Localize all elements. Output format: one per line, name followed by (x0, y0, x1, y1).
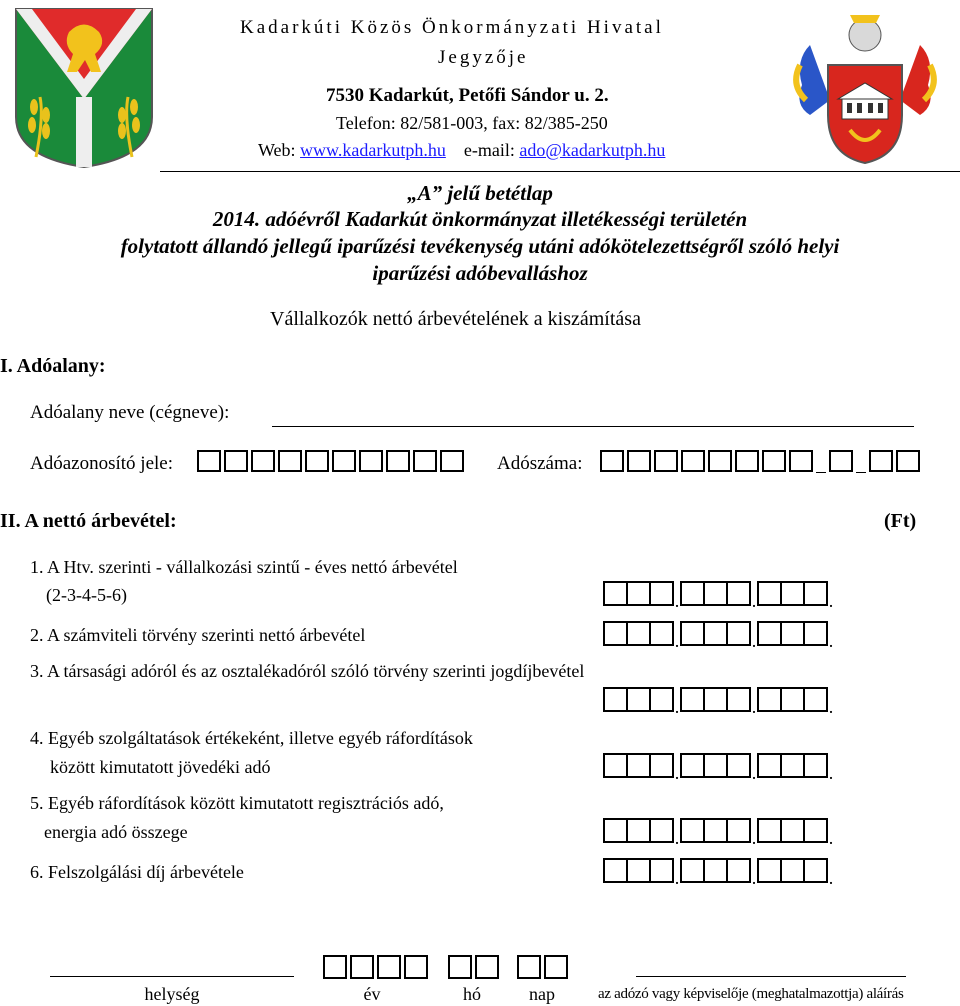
item-4-amount[interactable]: . . . (603, 753, 834, 778)
tax-number-box[interactable] (708, 450, 732, 472)
tax-number-box[interactable] (789, 450, 813, 472)
day-boxes[interactable] (517, 955, 571, 979)
office-contacts (258, 140, 665, 161)
office-subtitle: Jegyzője (438, 47, 529, 68)
taxpayer-name-field[interactable] (272, 426, 914, 427)
item-4-sublabel: között kimutatott jövedéki adó (50, 757, 271, 777)
web-link[interactable]: www.kadarkutph.hu (300, 140, 446, 160)
item-4-label: 4. Egyéb szolgáltatások értékeként, illetve egyéb ráfordítások (30, 728, 473, 748)
header-divider (160, 171, 960, 172)
year-boxes[interactable] (323, 955, 431, 979)
tax-id-box[interactable] (413, 450, 437, 472)
county-coat-of-arms-icon (790, 5, 940, 165)
item-1-label: 1. A Htv. szerinti - vállalkozási szintű - éves nettó árbevétel (30, 557, 458, 577)
tax-id-box[interactable] (386, 450, 410, 472)
form-title-line4: iparűzési adóbevalláshoz (372, 261, 588, 285)
tax-id-box[interactable] (278, 450, 302, 472)
tax-number-box[interactable] (600, 450, 624, 472)
tax-id-box[interactable] (224, 450, 248, 472)
taxpayer-name-label: Adóalany neve (cégneve): (30, 402, 230, 423)
day-label: nap (529, 984, 555, 1004)
tax-number-box[interactable] (869, 450, 893, 472)
form-title: „A” jelű betétlap (407, 181, 553, 205)
tax-id-box[interactable] (359, 450, 383, 472)
tax-id-box[interactable] (332, 450, 356, 472)
tax-id-label: Adóazonosító jele: (30, 453, 173, 474)
item-3-label: 3. A társasági adóról és az osztalékadóról szóló törvény szerinti jogdíjbevétel (30, 661, 585, 681)
section1-heading: I. Adóalany: (0, 355, 106, 377)
signature-field[interactable] (636, 976, 906, 977)
item-1-sublabel: (2-3-4-5-6) (46, 585, 127, 605)
web-label: Web: (258, 140, 296, 160)
item-3-amount[interactable]: . . . (603, 687, 834, 712)
item-5-sublabel: energia adó összege (44, 822, 188, 842)
tax-number-box[interactable] (654, 450, 678, 472)
tax-number-boxes[interactable] (600, 450, 923, 473)
item-6-amount[interactable]: . . . (603, 858, 834, 883)
form-title-line3: folytatott állandó jellegű iparűzési tevékenység utáni adókötelezettségről szóló helyi (120, 234, 840, 258)
tax-number-box[interactable] (735, 450, 759, 472)
email-link[interactable]: ado@kadarkutph.hu (519, 140, 666, 160)
office-name: Kadarkúti Közös Önkormányzati Hivatal (240, 17, 664, 38)
tax-number-box[interactable] (762, 450, 786, 472)
office-address: 7530 Kadarkút, Petőfi Sándor u. 2. (326, 85, 609, 106)
email-label: e-mail: (463, 140, 515, 160)
place-label: helység (144, 984, 200, 1004)
item-1-amount[interactable]: . . . (603, 581, 834, 606)
tax-number-box[interactable] (681, 450, 705, 472)
section2-heading: II. A nettó árbevétel: (0, 510, 177, 532)
office-phone: Telefon: 82/581-003, fax: 82/385-250 (336, 113, 608, 133)
form-subtitle: Vállalkozók nettó árbevételének a kiszámítása (270, 308, 641, 330)
tax-number-box[interactable] (627, 450, 651, 472)
tax-id-box[interactable] (440, 450, 464, 472)
item-2-amount[interactable]: . . . (603, 621, 834, 646)
item-5-label: 5. Egyéb ráfordítások között kimutatott regisztrációs adó, (30, 793, 444, 813)
tax-id-boxes[interactable] (197, 450, 467, 472)
form-title-line2: 2014. adóévről Kadarkút önkormányzat illetékességi területén (212, 207, 748, 231)
signature-label: az adózó vagy képviselője (meghatalmazottja) aláírás (598, 986, 904, 1002)
tax-number-box[interactable] (829, 450, 853, 472)
tax-number-label: Adószáma: (497, 453, 583, 474)
kadarkut-coat-of-arms-icon (14, 7, 154, 169)
month-boxes[interactable] (448, 955, 502, 979)
item-2-label: 2. A számviteli törvény szerinti nettó árbevétel (30, 625, 366, 645)
tax-number-box[interactable] (896, 450, 920, 472)
tax-id-box[interactable] (197, 450, 221, 472)
item-5-amount[interactable]: . . . (603, 818, 834, 843)
month-label: hó (463, 984, 481, 1004)
tax-id-box[interactable] (305, 450, 329, 472)
tax-id-box[interactable] (251, 450, 275, 472)
item-6-label: 6. Felszolgálási díj árbevétele (30, 862, 244, 882)
year-label: év (363, 984, 381, 1004)
place-field[interactable] (50, 976, 294, 977)
currency-unit: (Ft) (884, 510, 917, 532)
